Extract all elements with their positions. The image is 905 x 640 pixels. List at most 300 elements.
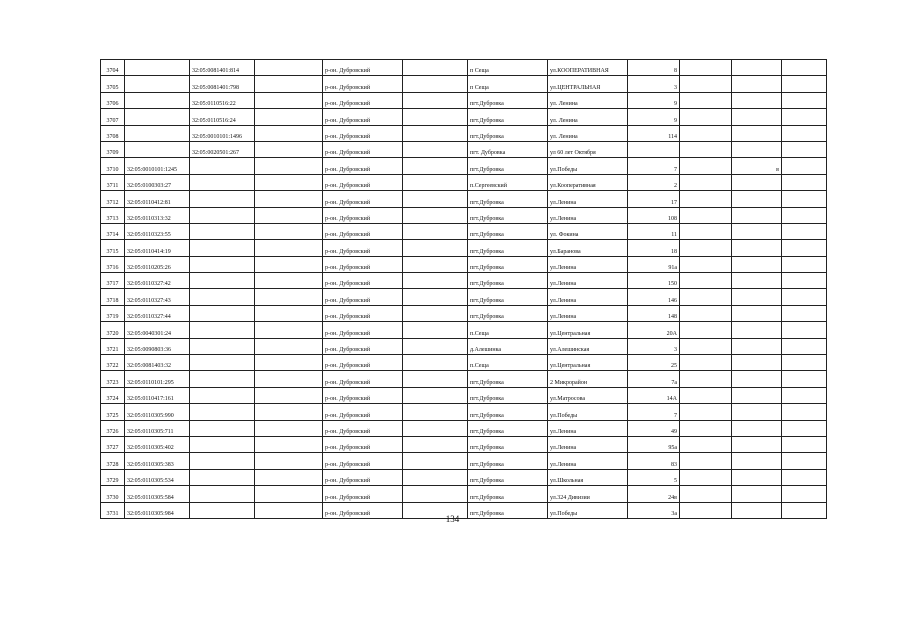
table-cell: 3713 [101, 207, 125, 223]
table-cell [255, 158, 323, 174]
table-cell: 3730 [101, 486, 125, 502]
table-cell: р-он. Дубровский [323, 223, 403, 239]
table-cell: пгт.Дубровка [468, 387, 548, 403]
table-cell [403, 273, 468, 289]
table-row [101, 387, 827, 403]
table-cell: ул.КООПЕРАТИВНАЯ [548, 60, 628, 76]
table-cell: 3716 [101, 256, 125, 272]
table-row [101, 305, 827, 321]
table-row [101, 92, 827, 108]
table-cell: 32:05:0110305:711 [125, 420, 190, 436]
table-row [101, 322, 827, 338]
table-cell [255, 436, 323, 452]
table-cell [403, 453, 468, 469]
table-cell [403, 125, 468, 141]
table-cell [782, 404, 827, 420]
table-cell: 8 [628, 60, 680, 76]
table-cell [782, 322, 827, 338]
table-cell [782, 92, 827, 108]
table-cell [680, 420, 732, 436]
table-cell: 3709 [101, 141, 125, 157]
table-cell [255, 305, 323, 321]
table-cell [782, 436, 827, 452]
table-row [101, 436, 827, 452]
table-cell: р-он. Дубровский [323, 92, 403, 108]
table-cell [782, 174, 827, 190]
table-cell: р-он. Дубровский [323, 322, 403, 338]
table-cell [680, 371, 732, 387]
table-cell [782, 453, 827, 469]
table-cell [782, 125, 827, 141]
table-cell [782, 305, 827, 321]
table-cell: 32:05:0100303:27 [125, 174, 190, 190]
table-row [101, 191, 827, 207]
table-cell: р-он. Дубровский [323, 502, 403, 518]
table-cell [255, 273, 323, 289]
table-cell: ул.Победы [548, 158, 628, 174]
table-row [101, 207, 827, 223]
table-row [101, 109, 827, 125]
table-cell: 32:05:0110305:984 [125, 502, 190, 518]
table-cell: ул. Ленина [548, 92, 628, 108]
table-cell: п.Сергеевский [468, 174, 548, 190]
table-cell: р-он. Дубровский [323, 469, 403, 485]
table-cell: 2 Микрорайон [548, 371, 628, 387]
table-cell [732, 436, 782, 452]
table-cell [732, 223, 782, 239]
table-cell [680, 109, 732, 125]
table-cell [190, 322, 255, 338]
table-cell: 18 [628, 240, 680, 256]
table-cell: 14А [628, 387, 680, 403]
table-row [101, 371, 827, 387]
table-cell: пгт.Дубровка [468, 273, 548, 289]
table-cell [732, 469, 782, 485]
table-row [101, 256, 827, 272]
table-cell: р-он. Дубровский [323, 158, 403, 174]
table-cell: 32:05:0110414:19 [125, 240, 190, 256]
table-cell [190, 158, 255, 174]
table-cell: ул.Ленина [548, 305, 628, 321]
table-cell [732, 60, 782, 76]
table-cell: ул.Кооперативная [548, 174, 628, 190]
table-cell: 3 [628, 76, 680, 92]
table-cell [403, 486, 468, 502]
table-cell: 32:05:0110101:295 [125, 371, 190, 387]
table-row [101, 141, 827, 157]
table-cell [255, 174, 323, 190]
table-cell: 3708 [101, 125, 125, 141]
table-cell: 32:05:0110323:55 [125, 223, 190, 239]
table-row [101, 486, 827, 502]
table-cell: р-он. Дубровский [323, 207, 403, 223]
table-cell: пгт. Дубровка [468, 141, 548, 157]
table-cell [782, 338, 827, 354]
table-cell [680, 273, 732, 289]
table-cell: 32:05:0110313:32 [125, 207, 190, 223]
table-cell: ул.Ленина [548, 191, 628, 207]
table-cell: 5 [628, 469, 680, 485]
table-cell [732, 256, 782, 272]
table-cell [403, 436, 468, 452]
table-cell: п.Сеща [468, 355, 548, 371]
table-cell: пгт.Дубровка [468, 453, 548, 469]
table-row [101, 453, 827, 469]
table-cell: 114 [628, 125, 680, 141]
table-cell: 108 [628, 207, 680, 223]
table-cell: 3705 [101, 76, 125, 92]
table-cell: 32:05:0110327:43 [125, 289, 190, 305]
table-cell: 32:05:0110305:402 [125, 436, 190, 452]
table-cell [403, 338, 468, 354]
table-cell: ул.Центральная [548, 355, 628, 371]
table-cell: р-он. Дубровский [323, 76, 403, 92]
table-cell [403, 174, 468, 190]
table-cell [732, 174, 782, 190]
table-cell: р-он. Дубровский [323, 338, 403, 354]
table-cell [403, 141, 468, 157]
table-cell [403, 355, 468, 371]
table-cell [403, 158, 468, 174]
table-cell: ул.Ленина [548, 207, 628, 223]
table-cell [680, 60, 732, 76]
table-cell: р-он. Дубровский [323, 371, 403, 387]
table-row [101, 404, 827, 420]
table-cell: ул.Ленина [548, 289, 628, 305]
table-cell [732, 453, 782, 469]
table-cell [403, 60, 468, 76]
table-row [101, 289, 827, 305]
table-cell [680, 453, 732, 469]
table-cell [403, 404, 468, 420]
table-cell [255, 371, 323, 387]
table-cell: р-он. Дубровский [323, 305, 403, 321]
table-cell: ул.Ленина [548, 273, 628, 289]
table-row [101, 76, 827, 92]
table-cell [732, 240, 782, 256]
table-cell: 32:05:0081401:798 [190, 76, 255, 92]
table-cell: 3724 [101, 387, 125, 403]
table-cell: 32:05:0081403:32 [125, 355, 190, 371]
table-cell [403, 191, 468, 207]
table-cell: 32:05:0110305:584 [125, 486, 190, 502]
table-cell [732, 92, 782, 108]
table-row [101, 60, 827, 76]
table-cell [403, 420, 468, 436]
table-cell [255, 322, 323, 338]
table-cell: ул.Ленина [548, 256, 628, 272]
table-cell [782, 141, 827, 157]
table-cell: 32:05:0110305:990 [125, 404, 190, 420]
table-cell: 32:05:0090803:36 [125, 338, 190, 354]
table-cell [732, 273, 782, 289]
table-cell [403, 109, 468, 125]
table-cell [732, 322, 782, 338]
table-cell: п.Сеща [468, 322, 548, 338]
table-cell: пгт.Дубровка [468, 125, 548, 141]
table-cell: р-он. Дубровский [323, 420, 403, 436]
table-cell: р-он. Дубровский [323, 141, 403, 157]
table-cell [782, 289, 827, 305]
table-cell [255, 289, 323, 305]
table-cell: 32:05:0110205:26 [125, 256, 190, 272]
table-cell [680, 223, 732, 239]
table-cell [680, 289, 732, 305]
table-cell [403, 223, 468, 239]
table-cell [628, 141, 680, 157]
table-cell: р-он. Дубровский [323, 273, 403, 289]
table-row [101, 338, 827, 354]
table-cell: п Сеща [468, 76, 548, 92]
table-cell [255, 60, 323, 76]
table-cell: ул 60 лет Октября [548, 141, 628, 157]
table-cell [190, 453, 255, 469]
table-cell [190, 469, 255, 485]
table-cell: в [732, 158, 782, 174]
table-cell: 3722 [101, 355, 125, 371]
table-cell [190, 436, 255, 452]
table-cell [255, 486, 323, 502]
table-cell: 3710 [101, 158, 125, 174]
table-cell: ул. Фокина [548, 223, 628, 239]
table-cell [403, 207, 468, 223]
table-cell: р-он. Дубровский [323, 125, 403, 141]
table-cell [190, 191, 255, 207]
table-cell [255, 76, 323, 92]
table-cell: 3723 [101, 371, 125, 387]
table-cell: пгт.Дубровка [468, 158, 548, 174]
table-cell: р-он. Дубровский [323, 240, 403, 256]
table-cell [255, 109, 323, 125]
table-cell [255, 223, 323, 239]
table-cell: пгт.Дубровка [468, 371, 548, 387]
table-cell: 3а [628, 502, 680, 518]
table-cell [190, 371, 255, 387]
table-cell: 95а [628, 436, 680, 452]
table-cell [680, 355, 732, 371]
table-cell: 3720 [101, 322, 125, 338]
table-cell: 11 [628, 223, 680, 239]
table-cell [255, 387, 323, 403]
table-cell [255, 191, 323, 207]
table-cell: 146 [628, 289, 680, 305]
table-cell [403, 322, 468, 338]
table-cell: 3707 [101, 109, 125, 125]
table-cell: 32:05:0020501:267 [190, 141, 255, 157]
table-cell: р-он. Дубровский [323, 191, 403, 207]
table-cell: 17 [628, 191, 680, 207]
table-cell: пгт.Дубровка [468, 289, 548, 305]
table-cell: р-он. Дубровский [323, 436, 403, 452]
table-cell: 9 [628, 92, 680, 108]
table-cell [680, 404, 732, 420]
table-cell: ул.Алешинская [548, 338, 628, 354]
table-cell: 20А [628, 322, 680, 338]
table-cell [732, 289, 782, 305]
table-cell [125, 109, 190, 125]
table-cell: 32:05:0110305:534 [125, 469, 190, 485]
table-cell: 3721 [101, 338, 125, 354]
table-cell [680, 92, 732, 108]
table-cell [403, 371, 468, 387]
table-cell: 3717 [101, 273, 125, 289]
table-cell: 32:05:0110305:383 [125, 453, 190, 469]
table-cell: 32:05:0110516:24 [190, 109, 255, 125]
table-cell [680, 158, 732, 174]
table-cell [782, 469, 827, 485]
table-cell: 32:05:0081401:814 [190, 60, 255, 76]
table-cell [680, 76, 732, 92]
table-cell: р-он. Дубровский [323, 109, 403, 125]
table-cell [680, 322, 732, 338]
table-cell: ул.Центральная [548, 322, 628, 338]
table-cell [255, 240, 323, 256]
table-cell [680, 338, 732, 354]
table-cell: пгт.Дубровка [468, 404, 548, 420]
table-cell [190, 289, 255, 305]
table-cell: ул.Ленина [548, 420, 628, 436]
table-cell [403, 305, 468, 321]
table-cell: р-он. Дубровский [323, 355, 403, 371]
table-cell: пгт.Дубровка [468, 436, 548, 452]
table-cell [403, 256, 468, 272]
table-cell [403, 92, 468, 108]
table-cell: 3726 [101, 420, 125, 436]
table-cell [732, 420, 782, 436]
table-cell: р-он. Дубровский [323, 256, 403, 272]
table-cell [732, 141, 782, 157]
table-cell [190, 338, 255, 354]
table-cell [782, 60, 827, 76]
table-cell: пгт.Дубровка [468, 191, 548, 207]
table-cell [125, 141, 190, 157]
table-cell: 3714 [101, 223, 125, 239]
table-cell [680, 141, 732, 157]
table-cell: 32:05:0040301:24 [125, 322, 190, 338]
table-cell: 91а [628, 256, 680, 272]
table-cell: ул.Школьная [548, 469, 628, 485]
table-row [101, 125, 827, 141]
table-cell: ул.324 Дивизии [548, 486, 628, 502]
table-cell [190, 420, 255, 436]
table-cell: 3728 [101, 453, 125, 469]
table-cell [680, 256, 732, 272]
table-cell: 150 [628, 273, 680, 289]
table-cell: р-он. Дубровский [323, 486, 403, 502]
table-cell: пгт.Дубровка [468, 207, 548, 223]
table-cell [255, 355, 323, 371]
table-cell: 25 [628, 355, 680, 371]
table-cell: 32:05:0010101:1496 [190, 125, 255, 141]
table-cell: ул. Ленина [548, 125, 628, 141]
table-cell: 2 [628, 174, 680, 190]
table-cell [732, 109, 782, 125]
table-cell: 3725 [101, 404, 125, 420]
table-cell [125, 76, 190, 92]
table-cell [782, 207, 827, 223]
table-cell: р-он. Дубровский [323, 174, 403, 190]
table-cell [403, 76, 468, 92]
table-cell [403, 387, 468, 403]
table-cell: пгт.Дубровка [468, 469, 548, 485]
table-cell [732, 338, 782, 354]
table-cell: 83 [628, 453, 680, 469]
table-cell: 32:05:0110412:81 [125, 191, 190, 207]
table-row [101, 273, 827, 289]
table-cell [125, 125, 190, 141]
table-cell: 32:05:0010101:1245 [125, 158, 190, 174]
table-cell [190, 305, 255, 321]
table-cell: 9 [628, 109, 680, 125]
table-cell: 3727 [101, 436, 125, 452]
table-cell [403, 289, 468, 305]
table-cell: пгт.Дубровка [468, 305, 548, 321]
table-cell [190, 273, 255, 289]
table-cell [255, 338, 323, 354]
table-cell: 3719 [101, 305, 125, 321]
table-cell [732, 125, 782, 141]
table-row [101, 240, 827, 256]
table-cell [782, 76, 827, 92]
table-cell [732, 207, 782, 223]
table-cell: р-он. Дубровский [323, 60, 403, 76]
table-cell: 3731 [101, 502, 125, 518]
table-cell [782, 158, 827, 174]
table-cell [782, 371, 827, 387]
table-row [101, 469, 827, 485]
table-cell: ул.Победы [548, 502, 628, 518]
registry-table [100, 59, 827, 519]
page-number: 134 [445, 514, 460, 524]
table-cell [680, 436, 732, 452]
table-cell [782, 191, 827, 207]
table-cell: 3712 [101, 191, 125, 207]
table-cell: 3715 [101, 240, 125, 256]
table-cell: 3729 [101, 469, 125, 485]
table-cell: 3706 [101, 92, 125, 108]
table-cell: пгт.Дубровка [468, 502, 548, 518]
table-cell: ул.Ленина [548, 453, 628, 469]
table-cell: 24в [628, 486, 680, 502]
registry-table-body [101, 60, 827, 519]
table-cell [782, 273, 827, 289]
table-cell [255, 141, 323, 157]
table-cell [255, 125, 323, 141]
table-row [101, 223, 827, 239]
table-cell: 7а [628, 371, 680, 387]
table-cell [732, 371, 782, 387]
table-cell [782, 223, 827, 239]
table-cell [255, 453, 323, 469]
table-cell: 148 [628, 305, 680, 321]
table-cell: 3718 [101, 289, 125, 305]
table-cell [680, 125, 732, 141]
table-cell [190, 174, 255, 190]
table-cell [190, 223, 255, 239]
table-cell [732, 486, 782, 502]
table-cell [255, 207, 323, 223]
table-cell [732, 305, 782, 321]
table-cell [190, 387, 255, 403]
table-cell [732, 191, 782, 207]
table-cell: пгт.Дубровка [468, 486, 548, 502]
table-cell [732, 355, 782, 371]
table-cell [190, 355, 255, 371]
table-cell: 7 [628, 404, 680, 420]
table-cell: пгт.Дубровка [468, 256, 548, 272]
table-cell [255, 92, 323, 108]
table-cell [732, 404, 782, 420]
